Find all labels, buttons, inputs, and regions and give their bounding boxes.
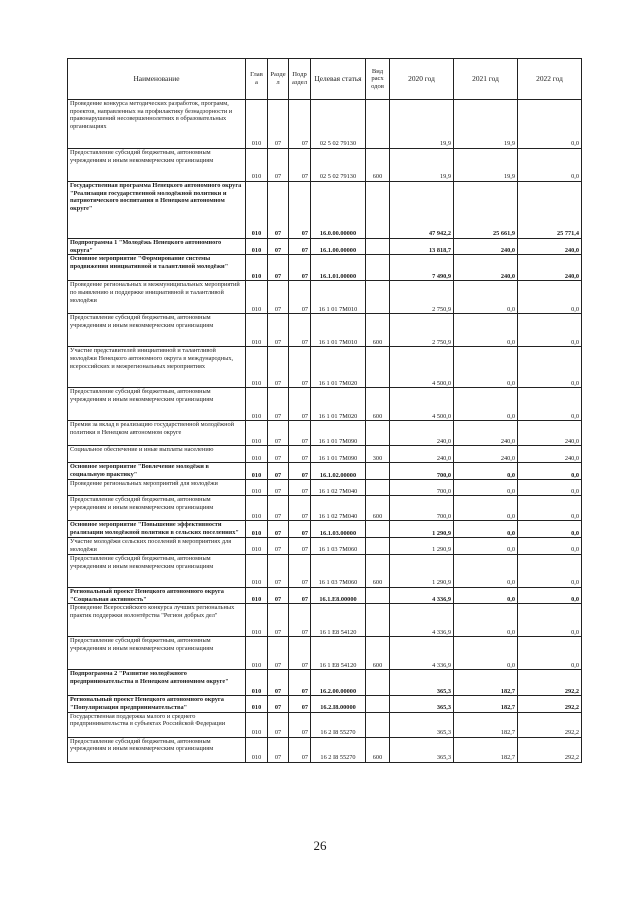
- cell-2021: 0,0: [454, 496, 518, 521]
- cell-glava: 010: [246, 314, 268, 347]
- cell-podrazdel: 07: [289, 554, 311, 587]
- cell-2022: 0,0: [518, 521, 582, 538]
- cell-csr: 16 1 01 7М010: [311, 314, 366, 347]
- cell-2021: 182,7: [454, 737, 518, 762]
- cell-2022: 0,0: [518, 538, 582, 554]
- cell-csr: 16.2.I8.00000: [311, 696, 366, 712]
- table-row: [68, 239, 582, 255]
- cell-csr: 16.1.01.00000: [311, 255, 366, 281]
- cell-podrazdel: 07: [289, 388, 311, 421]
- cell-podrazdel: 07: [289, 281, 311, 314]
- cell-name: Социальное обеспечение и иные выплаты населению: [68, 446, 246, 463]
- cell-glava: 010: [246, 670, 268, 696]
- cell-podrazdel: 07: [289, 712, 311, 737]
- cell-podrazdel: 07: [289, 496, 311, 521]
- cell-2020: 700,0: [390, 496, 454, 521]
- cell-vr: [366, 521, 390, 538]
- cell-2021: 240,0: [454, 239, 518, 255]
- cell-name: Проведение региональных мероприятий для молодёжи: [68, 480, 246, 496]
- cell-2020: 365,3: [390, 696, 454, 712]
- table-row: [68, 587, 582, 603]
- cell-csr: 16 2 I8 55270: [311, 712, 366, 737]
- table-row: [68, 100, 582, 149]
- cell-podrazdel: 07: [289, 480, 311, 496]
- cell-vr: [366, 463, 390, 480]
- cell-2020: 365,3: [390, 737, 454, 762]
- cell-podrazdel: 07: [289, 587, 311, 603]
- cell-glava: 010: [246, 637, 268, 670]
- table-row: [68, 149, 582, 182]
- header-2021: 2021 год: [454, 59, 518, 100]
- cell-glava: 010: [246, 281, 268, 314]
- cell-2022: 0,0: [518, 587, 582, 603]
- header-glava: Глав а: [246, 59, 268, 100]
- header-podrazdel: Подр аздел: [289, 59, 311, 100]
- cell-2020: 19,9: [390, 100, 454, 149]
- cell-2020: 365,3: [390, 712, 454, 737]
- cell-vr: 300: [366, 446, 390, 463]
- header-vr: Вид расх одов: [366, 59, 390, 100]
- cell-2021: 240,0: [454, 255, 518, 281]
- cell-vr: [366, 480, 390, 496]
- cell-2020: 47 942,2: [390, 182, 454, 239]
- cell-razdel: 07: [268, 421, 289, 446]
- cell-podrazdel: 07: [289, 446, 311, 463]
- table-row: [68, 446, 582, 463]
- cell-csr: 16.0.00.00000: [311, 182, 366, 239]
- cell-2020: 2 750,9: [390, 281, 454, 314]
- cell-razdel: 07: [268, 388, 289, 421]
- cell-2021: 182,7: [454, 712, 518, 737]
- cell-vr: 600: [366, 637, 390, 670]
- cell-2020: 1 290,9: [390, 554, 454, 587]
- cell-2021: 0,0: [454, 538, 518, 554]
- table-row: [68, 463, 582, 480]
- cell-name: Основное мероприятие "Вовлечение молодёжи в социальную практику": [68, 463, 246, 480]
- cell-glava: 010: [246, 712, 268, 737]
- table-row: [68, 670, 582, 696]
- cell-podrazdel: 07: [289, 538, 311, 554]
- cell-glava: 010: [246, 737, 268, 762]
- cell-glava: 010: [246, 239, 268, 255]
- cell-2021: 19,9: [454, 100, 518, 149]
- cell-razdel: 07: [268, 281, 289, 314]
- cell-csr: 16 1 02 7М040: [311, 480, 366, 496]
- cell-glava: 010: [246, 480, 268, 496]
- cell-glava: 010: [246, 388, 268, 421]
- table-row: [68, 496, 582, 521]
- cell-2022: 292,2: [518, 737, 582, 762]
- page-number: 26: [313, 838, 327, 853]
- cell-vr: [366, 421, 390, 446]
- table-row: [68, 255, 582, 281]
- cell-name: Подпрограмма 1 "Молодёжь Ненецкого автономного округа": [68, 239, 246, 255]
- cell-glava: 010: [246, 182, 268, 239]
- cell-2022: 0,0: [518, 496, 582, 521]
- cell-csr: 16 1 01 7М090: [311, 446, 366, 463]
- cell-csr: 16 1 01 7М020: [311, 388, 366, 421]
- cell-name: Региональный проект Ненецкого автономного округа "Социальная активность": [68, 587, 246, 603]
- cell-name: Участие молодёжи сельских поселений в мероприятиях для молодёжи: [68, 538, 246, 554]
- table-body: [68, 100, 582, 763]
- cell-razdel: 07: [268, 255, 289, 281]
- cell-2020: 4 336,9: [390, 604, 454, 637]
- cell-razdel: 07: [268, 100, 289, 149]
- cell-podrazdel: 07: [289, 637, 311, 670]
- cell-2021: 0,0: [454, 637, 518, 670]
- cell-razdel: 07: [268, 182, 289, 239]
- table-row: [68, 712, 582, 737]
- cell-razdel: 07: [268, 670, 289, 696]
- cell-name: Государственная поддержка малого и среднего предпринимательства в субъектах Российской Федерации: [68, 712, 246, 737]
- cell-podrazdel: 07: [289, 255, 311, 281]
- cell-name: Предоставление субсидий бюджетным, автономным учреждениям и иным некоммерческим организациям: [68, 737, 246, 762]
- cell-2021: 0,0: [454, 480, 518, 496]
- cell-vr: [366, 239, 390, 255]
- cell-2022: 0,0: [518, 347, 582, 388]
- cell-glava: 010: [246, 255, 268, 281]
- cell-razdel: 07: [268, 538, 289, 554]
- table-row: [68, 388, 582, 421]
- cell-csr: 16 1 Е8 54120: [311, 604, 366, 637]
- cell-name: Региональный проект Ненецкого автономного округа "Популяризация предпринимательства": [68, 696, 246, 712]
- cell-vr: [366, 255, 390, 281]
- table-row: [68, 347, 582, 388]
- cell-podrazdel: 07: [289, 347, 311, 388]
- cell-2020: 4 500,0: [390, 388, 454, 421]
- header-name: Наименование: [68, 59, 246, 100]
- cell-2021: 0,0: [454, 463, 518, 480]
- cell-podrazdel: 07: [289, 521, 311, 538]
- cell-name: Основное мероприятие "Повышение эффективности реализации молодёжной политики в сельских поселениях": [68, 521, 246, 538]
- cell-name: Проведение конкурса методических разработок, программ, проектов, направленных на профилактику безнадзорности и правонарушений несовершеннолетних в образовательных организациях: [68, 100, 246, 149]
- cell-podrazdel: 07: [289, 737, 311, 762]
- header-2022: 2022 год: [518, 59, 582, 100]
- cell-razdel: 07: [268, 496, 289, 521]
- cell-2022: 292,2: [518, 696, 582, 712]
- cell-2021: 240,0: [454, 421, 518, 446]
- cell-razdel: 07: [268, 554, 289, 587]
- cell-2020: 4 500,0: [390, 347, 454, 388]
- cell-glava: 010: [246, 521, 268, 538]
- table-row: [68, 480, 582, 496]
- cell-razdel: 07: [268, 637, 289, 670]
- cell-vr: [366, 281, 390, 314]
- cell-razdel: 07: [268, 737, 289, 762]
- cell-glava: 010: [246, 347, 268, 388]
- cell-vr: [366, 587, 390, 603]
- cell-2022: 292,2: [518, 712, 582, 737]
- cell-2020: 1 290,9: [390, 521, 454, 538]
- table-row: [68, 281, 582, 314]
- cell-podrazdel: 07: [289, 314, 311, 347]
- cell-2021: 0,0: [454, 388, 518, 421]
- cell-2020: 240,0: [390, 421, 454, 446]
- cell-2022: 240,0: [518, 421, 582, 446]
- cell-vr: [366, 100, 390, 149]
- cell-vr: [366, 538, 390, 554]
- cell-name: Предоставление субсидий бюджетным, автономным учреждениям и иным некоммерческим организациям: [68, 388, 246, 421]
- cell-csr: 16 1 01 7М090: [311, 421, 366, 446]
- cell-2022: 240,0: [518, 239, 582, 255]
- cell-csr: 16 1 02 7М040: [311, 496, 366, 521]
- cell-name: Проведение Всероссийского конкурса лучших региональных практик поддержки волонтёрства "Регион добрых дел": [68, 604, 246, 637]
- cell-csr: 16.1.00.00000: [311, 239, 366, 255]
- cell-vr: 600: [366, 554, 390, 587]
- cell-podrazdel: 07: [289, 239, 311, 255]
- cell-glava: 010: [246, 463, 268, 480]
- cell-vr: 600: [366, 496, 390, 521]
- cell-2020: 19,9: [390, 149, 454, 182]
- cell-csr: 16 1 01 7М020: [311, 347, 366, 388]
- cell-2021: 0,0: [454, 347, 518, 388]
- cell-2020: 4 336,9: [390, 587, 454, 603]
- cell-name: Подпрограмма 2 "Развитие молодёжного предпринимательства в Ненецком автономном округе": [68, 670, 246, 696]
- cell-csr: 02 5 02 79130: [311, 149, 366, 182]
- cell-2022: 0,0: [518, 388, 582, 421]
- table-row: [68, 421, 582, 446]
- cell-2022: 292,2: [518, 670, 582, 696]
- cell-vr: [366, 347, 390, 388]
- cell-csr: 16.1.02.00000: [311, 463, 366, 480]
- cell-csr: 16 1 03 7М060: [311, 538, 366, 554]
- cell-glava: 010: [246, 446, 268, 463]
- cell-2021: 182,7: [454, 696, 518, 712]
- table-row: [68, 521, 582, 538]
- cell-2022: 25 771,4: [518, 182, 582, 239]
- cell-2022: 240,0: [518, 255, 582, 281]
- table-row: [68, 314, 582, 347]
- cell-razdel: 07: [268, 712, 289, 737]
- budget-table: [67, 58, 582, 763]
- cell-glava: 010: [246, 100, 268, 149]
- table-row: [68, 538, 582, 554]
- cell-name: Предоставление субсидий бюджетным, автономным учреждениям и иным некоммерческим организациям: [68, 149, 246, 182]
- cell-glava: 010: [246, 149, 268, 182]
- cell-glava: 010: [246, 554, 268, 587]
- cell-2021: 0,0: [454, 587, 518, 603]
- cell-2022: 240,0: [518, 446, 582, 463]
- cell-vr: [366, 670, 390, 696]
- cell-vr: 600: [366, 314, 390, 347]
- cell-csr: 16 1 03 7М060: [311, 554, 366, 587]
- table-header-row: [68, 59, 582, 100]
- cell-podrazdel: 07: [289, 149, 311, 182]
- cell-podrazdel: 07: [289, 604, 311, 637]
- cell-razdel: 07: [268, 149, 289, 182]
- cell-name: Предоставление субсидий бюджетным, автономным учреждениям и иным некоммерческим организациям: [68, 637, 246, 670]
- cell-vr: 600: [366, 737, 390, 762]
- cell-name: Государственная программа Ненецкого автономного округа "Реализация государственной молодёжной политики и патриотического воспитания в Ненецком автономном округе": [68, 182, 246, 239]
- cell-2021: 19,9: [454, 149, 518, 182]
- cell-podrazdel: 07: [289, 670, 311, 696]
- cell-glava: 010: [246, 421, 268, 446]
- cell-name: Проведение региональных и межмуниципальных мероприятий по выявлению и поддержке инициативной и талантливой молодёжи: [68, 281, 246, 314]
- cell-2022: 0,0: [518, 281, 582, 314]
- cell-2020: 2 750,9: [390, 314, 454, 347]
- cell-csr: 16.2.00.00000: [311, 670, 366, 696]
- table-row: [68, 554, 582, 587]
- cell-csr: 16 2 I8 55270: [311, 737, 366, 762]
- cell-csr: 16.1.03.00000: [311, 521, 366, 538]
- cell-2021: 0,0: [454, 604, 518, 637]
- cell-razdel: 07: [268, 463, 289, 480]
- cell-2021: 0,0: [454, 521, 518, 538]
- cell-2021: 0,0: [454, 314, 518, 347]
- table-row: [68, 637, 582, 670]
- cell-vr: [366, 696, 390, 712]
- cell-csr: 16 1 Е8 54120: [311, 637, 366, 670]
- cell-vr: [366, 712, 390, 737]
- cell-vr: 600: [366, 388, 390, 421]
- cell-2020: 4 336,9: [390, 637, 454, 670]
- cell-2020: 700,0: [390, 480, 454, 496]
- cell-2020: 1 290,9: [390, 538, 454, 554]
- table-row: [68, 604, 582, 637]
- cell-2022: 0,0: [518, 480, 582, 496]
- cell-2022: 0,0: [518, 100, 582, 149]
- table-row: [68, 737, 582, 762]
- cell-podrazdel: 07: [289, 463, 311, 480]
- cell-razdel: 07: [268, 347, 289, 388]
- cell-podrazdel: 07: [289, 182, 311, 239]
- cell-2022: 0,0: [518, 554, 582, 587]
- cell-2020: 13 818,7: [390, 239, 454, 255]
- cell-name: Предоставление субсидий бюджетным, автономным учреждениям и иным некоммерческим организациям: [68, 554, 246, 587]
- cell-glava: 010: [246, 587, 268, 603]
- cell-razdel: 07: [268, 696, 289, 712]
- cell-name: Премия за вклад в реализацию государственной молодёжной политики в Ненецком автономном округе: [68, 421, 246, 446]
- cell-name: Основное мероприятие "Формирование системы продвижения инициативной и талантливой молодёжи": [68, 255, 246, 281]
- cell-name: Предоставление субсидий бюджетным, автономным учреждениям и иным некоммерческим организациям: [68, 314, 246, 347]
- table-row: [68, 696, 582, 712]
- cell-csr: 16 1 01 7М010: [311, 281, 366, 314]
- cell-glava: 010: [246, 538, 268, 554]
- cell-razdel: 07: [268, 587, 289, 603]
- cell-2022: 0,0: [518, 149, 582, 182]
- cell-name: Предоставление субсидий бюджетным, автономным учреждениям и иным некоммерческим организациям: [68, 496, 246, 521]
- cell-glava: 010: [246, 696, 268, 712]
- cell-name: Участие представителей инициативной и талантливой молодёжи Ненецкого автономного округа в международных, всероссийских и межрегиональных мероприятиях: [68, 347, 246, 388]
- cell-podrazdel: 07: [289, 696, 311, 712]
- cell-razdel: 07: [268, 239, 289, 255]
- cell-2021: 25 661,9: [454, 182, 518, 239]
- cell-csr: 16.1.Е8.00000: [311, 587, 366, 603]
- cell-podrazdel: 07: [289, 100, 311, 149]
- cell-2021: 240,0: [454, 446, 518, 463]
- cell-2021: 0,0: [454, 281, 518, 314]
- table-row: [68, 182, 582, 239]
- cell-2020: 240,0: [390, 446, 454, 463]
- cell-vr: [366, 182, 390, 239]
- cell-2022: 0,0: [518, 314, 582, 347]
- header-2020: 2020 год: [390, 59, 454, 100]
- cell-razdel: 07: [268, 480, 289, 496]
- cell-2020: 700,0: [390, 463, 454, 480]
- header-razdel: Разде л: [268, 59, 289, 100]
- cell-csr: 02 5 02 79130: [311, 100, 366, 149]
- cell-2020: 7 490,9: [390, 255, 454, 281]
- cell-2020: 365,3: [390, 670, 454, 696]
- cell-2021: 0,0: [454, 554, 518, 587]
- cell-razdel: 07: [268, 521, 289, 538]
- cell-razdel: 07: [268, 314, 289, 347]
- cell-podrazdel: 07: [289, 421, 311, 446]
- cell-vr: [366, 604, 390, 637]
- cell-vr: 600: [366, 149, 390, 182]
- cell-glava: 010: [246, 604, 268, 637]
- cell-2022: 0,0: [518, 463, 582, 480]
- cell-glava: 010: [246, 496, 268, 521]
- header-csr: Целевая статья: [311, 59, 366, 100]
- cell-razdel: 07: [268, 446, 289, 463]
- cell-2021: 182,7: [454, 670, 518, 696]
- cell-2022: 0,0: [518, 604, 582, 637]
- cell-razdel: 07: [268, 604, 289, 637]
- cell-2022: 0,0: [518, 637, 582, 670]
